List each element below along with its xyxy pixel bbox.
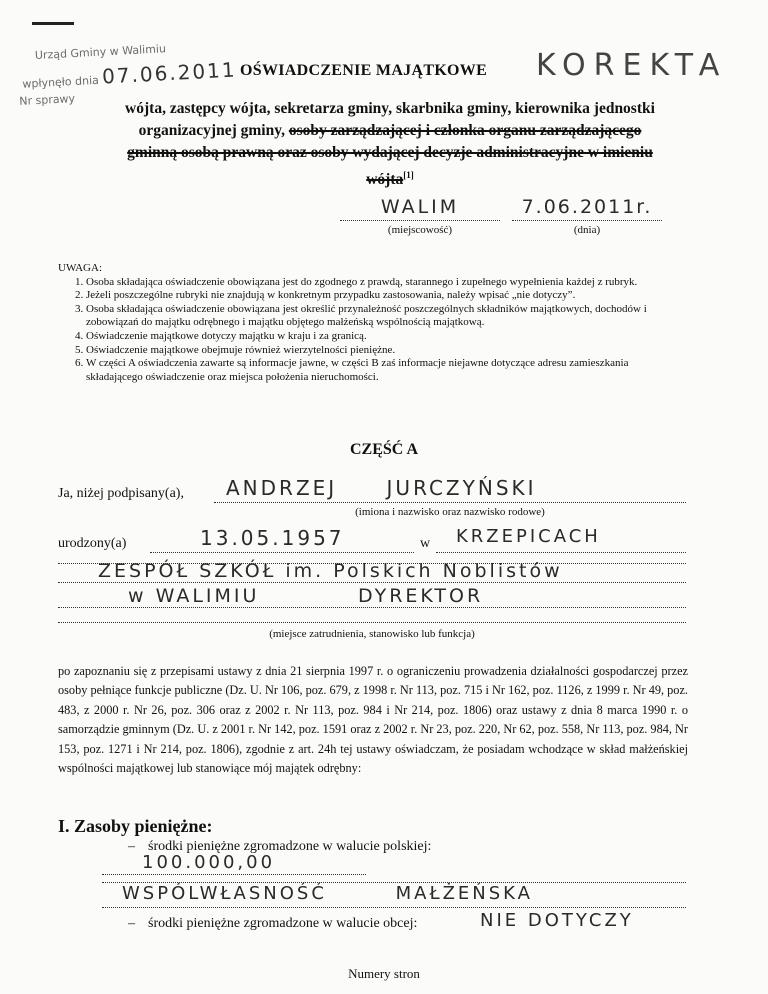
signed-label: Ja, niżej podpisany(a),	[58, 486, 184, 501]
role-header	[60, 98, 720, 191]
pln-dash: –	[128, 839, 135, 854]
employment-value-2a: w WALIMIU	[128, 585, 260, 607]
stamp-office: Urząd Gminy w Walimiu	[34, 42, 167, 63]
name-caption: (imiona i nazwisko oraz nazwisko rodowe)	[355, 506, 545, 518]
pln-amount-value: 100.000,00	[142, 852, 276, 873]
birth-place-value: KRZEPICACH	[456, 526, 601, 547]
place-field	[340, 196, 500, 221]
footnote-ref: [1]	[403, 170, 414, 180]
notice-item: 5. Oświadczenie majątkowe obejmuje również wierzytelności pieniężne.	[86, 344, 686, 358]
page-numbers-label: Numery stron	[348, 966, 420, 981]
employment-line-1	[58, 560, 686, 583]
role-line-3: gminną osobą prawną oraz osoby wydającej decyzje administracyjne w imieniu	[127, 144, 653, 161]
date-label: (dnia)	[573, 224, 601, 236]
notice-item: 4. Oświadczenie majątkowe dotyczy majątku w kraju i za granicą.	[86, 330, 686, 344]
place-value: WALIM	[380, 196, 460, 218]
notice-block	[58, 262, 686, 384]
name-field	[214, 476, 686, 503]
pln-label: środki pieniężne zgromadzone w walucie polskiej:	[148, 839, 432, 854]
birth-date-value: 13.05.1957	[200, 526, 345, 550]
role-line-2a: organizacyjnej gminy,	[138, 122, 285, 139]
top-mark	[32, 22, 74, 25]
notice-item: 3. Osoba składająca oświadczenie obowiązana jest określić przynależność poszczególnych składników majątkowych, dochodów i zobowiązań do majątku odrębnego i majątku objętego małżeńską wspólnością majątkową.	[86, 303, 686, 330]
stamp-received-prefix: wpłynęło dnia	[22, 73, 100, 91]
foreign-dash: –	[128, 916, 135, 931]
document-title: OŚWIADCZENIE MAJĄTKOWE	[240, 62, 488, 79]
place-label: (miejscowość)	[387, 224, 453, 236]
correction-mark: KOREKTA	[536, 48, 728, 83]
name-value: ANDRZEJ JURCZYŃSKI	[226, 476, 537, 500]
role-line-4-text: wójta	[366, 171, 404, 189]
section-1-heading: I. Zasoby pieniężne:	[58, 816, 213, 836]
part-a-heading: CZĘŚĆ A	[349, 441, 419, 458]
foreign-value: NIE DOTYCZY	[480, 910, 634, 931]
employment-line-2	[58, 585, 686, 608]
date-field	[512, 196, 662, 221]
stamp-received-date: 07.06.2011	[101, 57, 238, 89]
born-in-label: w	[420, 536, 431, 551]
employment-caption: (miejsce zatrudnienia, stanowisko lub funkcja)	[269, 628, 475, 640]
notice-item: 6. W części A oświadczenia zawarte są informacje jawne, w części B zaś informacje niejawne dotyczące adresu zamieszkania składającego oświadczenie oraz miejsca położenia nieruchomości.	[86, 357, 686, 384]
employment-value-1: ZESPÓŁ SZKÓŁ im. Polskich Noblistów	[98, 560, 563, 582]
role-line-4	[60, 164, 720, 191]
employment-value-2b: DYREKTOR	[358, 585, 484, 607]
pln-note-field	[102, 883, 686, 908]
pln-note-value: WSPÓLWŁASNOŚĆ MAŁŻEŃSKA	[122, 883, 533, 904]
born-label: urodzony(a)	[58, 536, 127, 551]
notice-list	[64, 276, 686, 385]
role-line-2	[60, 120, 720, 142]
role-line-1: wójta, zastępcy wójta, sekretarza gminy, skarbnika gminy, kierownika jednostki	[125, 100, 655, 117]
date-value: 7.06.2011r.	[521, 196, 653, 218]
employment-line-3	[58, 608, 686, 623]
stamp-case-number: Nr sprawy	[18, 92, 76, 108]
notice-heading: UWAGA:	[58, 262, 102, 274]
notice-item: 2. Jeżeli poszczególne rubryki nie znajdują w konkretnym przypadku zastosowania, należy wpisać „nie dotyczy”.	[86, 289, 686, 303]
legal-paragraph: po zapoznaniu się z przepisami ustawy z dnia 21 sierpnia 1997 r. o ograniczeniu prowadzenia działalności gospodarczej przez osoby pełniące funkcje publiczne (Dz. U. Nr 106, poz. 679, z 1998 r. Nr 113, poz. 715 i Nr 162, poz. 1126, z 1999 r. Nr 49, poz. 483, z 2000 r. Nr 26, poz. 306 oraz z 2002 r. Nr 113, poz. 984 i Nr 214, poz. 1806) oraz ustawy z dnia 8 marca 1990 r. o samorządzie gminnym (Dz. U. z 2001 r. Nr 142, poz. 1591 oraz z 2002 r. Nr 23, poz. 220, Nr 62, poz. 558, Nr 113, poz. 984, Nr 153, poz. 1271 i Nr 214, poz. 1806), zgodnie z art. 24h tej ustawy oświadczam, że posiadam wchodzące w skład małżeńskiej wspólności majątkowej lub stanowiące mój majątek odrębny:	[58, 664, 688, 776]
place-date-row	[340, 196, 680, 240]
foreign-label: środki pieniężne zgromadzone w walucie obcej:	[148, 916, 418, 931]
role-line-2b: osoby zarządzającej i członka organu zarządzającego	[288, 122, 642, 139]
notice-item: 1. Osoba składająca oświadczenie obowiązana jest do zgodnego z prawdą, starannego i zupełnego wypełnienia każdej z rubryk.	[86, 276, 686, 290]
pln-line-2	[102, 870, 686, 883]
